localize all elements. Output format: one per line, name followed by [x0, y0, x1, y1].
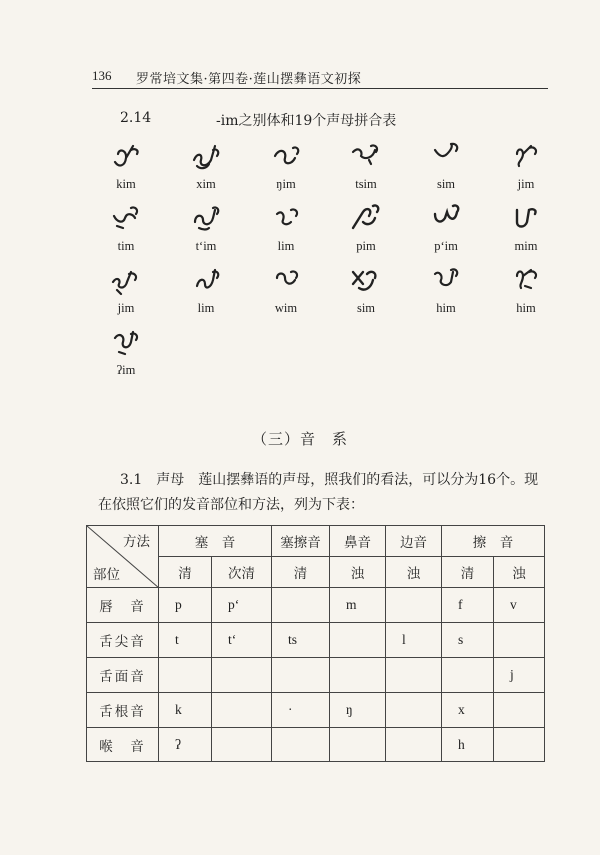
- consonant-cell: [272, 658, 330, 693]
- script-glyph-icon: [189, 138, 223, 172]
- consonant-cell: x: [442, 693, 494, 728]
- consonant-cell: [386, 658, 442, 693]
- table-row: [87, 623, 545, 658]
- consonant-cell: [494, 623, 545, 658]
- consonant-cell: ·: [272, 693, 330, 728]
- glyph-cell: [406, 200, 486, 254]
- consonant-cell: ʔ: [159, 728, 212, 762]
- manner-header: 擦 音: [442, 526, 545, 557]
- romanization: sim: [356, 301, 376, 315]
- consonant-cell: t: [159, 623, 212, 658]
- voicing-header: 清: [442, 557, 494, 588]
- romanization: mim: [514, 239, 538, 253]
- glyph-cell: [406, 138, 486, 192]
- corner-label-place: 部位: [93, 567, 120, 583]
- romanization: kim: [116, 177, 136, 191]
- paragraph-text: 3.1 声母 莲山摆彝语的声母，照我们的看法，可以分为16个。现在依照它们的发音部位和方法，列为下表：: [98, 472, 539, 513]
- consonant-cell: f: [442, 588, 494, 623]
- consonant-cell: pʻ: [212, 588, 272, 623]
- consonant-cell: k: [159, 693, 212, 728]
- romanization: him: [436, 301, 456, 315]
- place-header: 唇 音: [87, 588, 159, 623]
- manner-header: 鼻音: [330, 526, 386, 557]
- voicing-header: 清: [272, 557, 330, 588]
- script-glyph-icon: [509, 262, 543, 296]
- glyph-cell: [86, 200, 166, 254]
- consonant-cell: [330, 728, 386, 762]
- manner-header: 塞擦音: [272, 526, 330, 557]
- place-header: 舌面音: [87, 658, 159, 693]
- romanization: pim: [356, 239, 376, 253]
- glyph-cell: [486, 138, 566, 192]
- script-glyph-icon: [189, 262, 223, 296]
- script-glyph-icon: [509, 200, 543, 234]
- consonant-cell: l: [386, 623, 442, 658]
- consonant-cell: [494, 693, 545, 728]
- corner-label-manner: 方法: [123, 534, 150, 550]
- script-glyph-icon: [429, 200, 463, 234]
- section-heading: （三）音 系: [251, 430, 348, 448]
- romanization: sim: [436, 177, 456, 191]
- consonant-cell: m: [330, 588, 386, 623]
- consonant-cell: [272, 588, 330, 623]
- glyph-cell: [166, 200, 246, 254]
- romanization: ŋim: [276, 177, 296, 191]
- romanization: wim: [274, 301, 298, 315]
- script-glyph-icon: [509, 138, 543, 172]
- romanization: lim: [277, 239, 295, 253]
- consonant-cell: v: [494, 588, 545, 623]
- consonant-cell: [212, 658, 272, 693]
- body-paragraph: [98, 468, 550, 518]
- consonant-table: [86, 525, 545, 762]
- romanization: jim: [517, 177, 535, 191]
- consonant-cell: [494, 728, 545, 762]
- script-glyph-icon: [349, 262, 383, 296]
- glyph-table-caption: -im之别体和19个声母拼合表: [216, 113, 397, 129]
- place-header: 舌尖音: [87, 623, 159, 658]
- page-number: 136: [92, 68, 112, 83]
- romanization: tim: [117, 239, 135, 253]
- consonant-cell: s: [442, 623, 494, 658]
- glyph-cell: [326, 262, 406, 316]
- consonant-cell: p: [159, 588, 212, 623]
- script-glyph-icon: [269, 262, 303, 296]
- consonant-cell: [386, 728, 442, 762]
- table-row: [87, 693, 545, 728]
- consonant-cell: j: [494, 658, 545, 693]
- consonant-cell: [212, 728, 272, 762]
- script-glyph-icon: [349, 200, 383, 234]
- place-header: 喉 音: [87, 728, 159, 762]
- script-glyph-icon: [269, 200, 303, 234]
- glyph-cell: [86, 138, 166, 192]
- consonant-cell: [212, 693, 272, 728]
- romanization: xim: [196, 177, 216, 191]
- script-glyph-icon: [429, 262, 463, 296]
- glyph-cell: [406, 262, 486, 316]
- running-head: 罗常培文集·第四卷·莲山摆彝语文初探: [136, 72, 362, 87]
- place-header: 舌根音: [87, 693, 159, 728]
- script-glyph-icon: [189, 200, 223, 234]
- glyph-cell: [166, 262, 246, 316]
- voicing-header: 浊: [494, 557, 545, 588]
- consonant-cell: [272, 728, 330, 762]
- consonant-cell: [442, 658, 494, 693]
- voicing-header: 清: [159, 557, 212, 588]
- voicing-header: 次清: [212, 557, 272, 588]
- manner-header: 塞 音: [159, 526, 272, 557]
- script-glyph-icon: [269, 138, 303, 172]
- manner-header: 边音: [386, 526, 442, 557]
- romanization: tʻim: [195, 239, 217, 253]
- script-glyph-icon: [109, 324, 143, 358]
- glyph-cell: [246, 200, 326, 254]
- script-glyph-icon: [349, 138, 383, 172]
- consonant-cell: ŋ: [330, 693, 386, 728]
- table-row: [87, 588, 545, 623]
- romanization: ʔim: [116, 363, 136, 377]
- glyph-cell: [246, 138, 326, 192]
- glyph-cell: [246, 262, 326, 316]
- glyph-cell: [326, 138, 406, 192]
- script-glyph-icon: [429, 138, 463, 172]
- consonant-cell: h: [442, 728, 494, 762]
- romanization: lim: [197, 301, 215, 315]
- consonant-cell: [386, 693, 442, 728]
- glyph-cell: [486, 262, 566, 316]
- table-row: [87, 658, 545, 693]
- table-row: [87, 728, 545, 762]
- glyph-cell: [166, 138, 246, 192]
- consonant-cell: [330, 623, 386, 658]
- voicing-header: 浊: [330, 557, 386, 588]
- romanization: tsim: [355, 177, 377, 191]
- page-header: [92, 66, 548, 89]
- glyph-cell: [326, 200, 406, 254]
- consonant-cell: tʻ: [212, 623, 272, 658]
- table-corner-cell: [87, 526, 159, 588]
- section-number: 2.14: [120, 110, 152, 126]
- romanization: pʻim: [434, 239, 458, 253]
- consonant-cell: [386, 588, 442, 623]
- consonant-cell: [330, 658, 386, 693]
- romanization: jim: [117, 301, 135, 315]
- glyph-cell: [86, 262, 166, 316]
- glyph-cell: [486, 200, 566, 254]
- script-glyph-icon: [109, 138, 143, 172]
- consonant-cell: [159, 658, 212, 693]
- consonant-cell: ts: [272, 623, 330, 658]
- voicing-header: 浊: [386, 557, 442, 588]
- script-glyph-icon: [109, 262, 143, 296]
- script-glyph-icon: [109, 200, 143, 234]
- glyph-cell: [86, 324, 166, 378]
- romanization: him: [516, 301, 536, 315]
